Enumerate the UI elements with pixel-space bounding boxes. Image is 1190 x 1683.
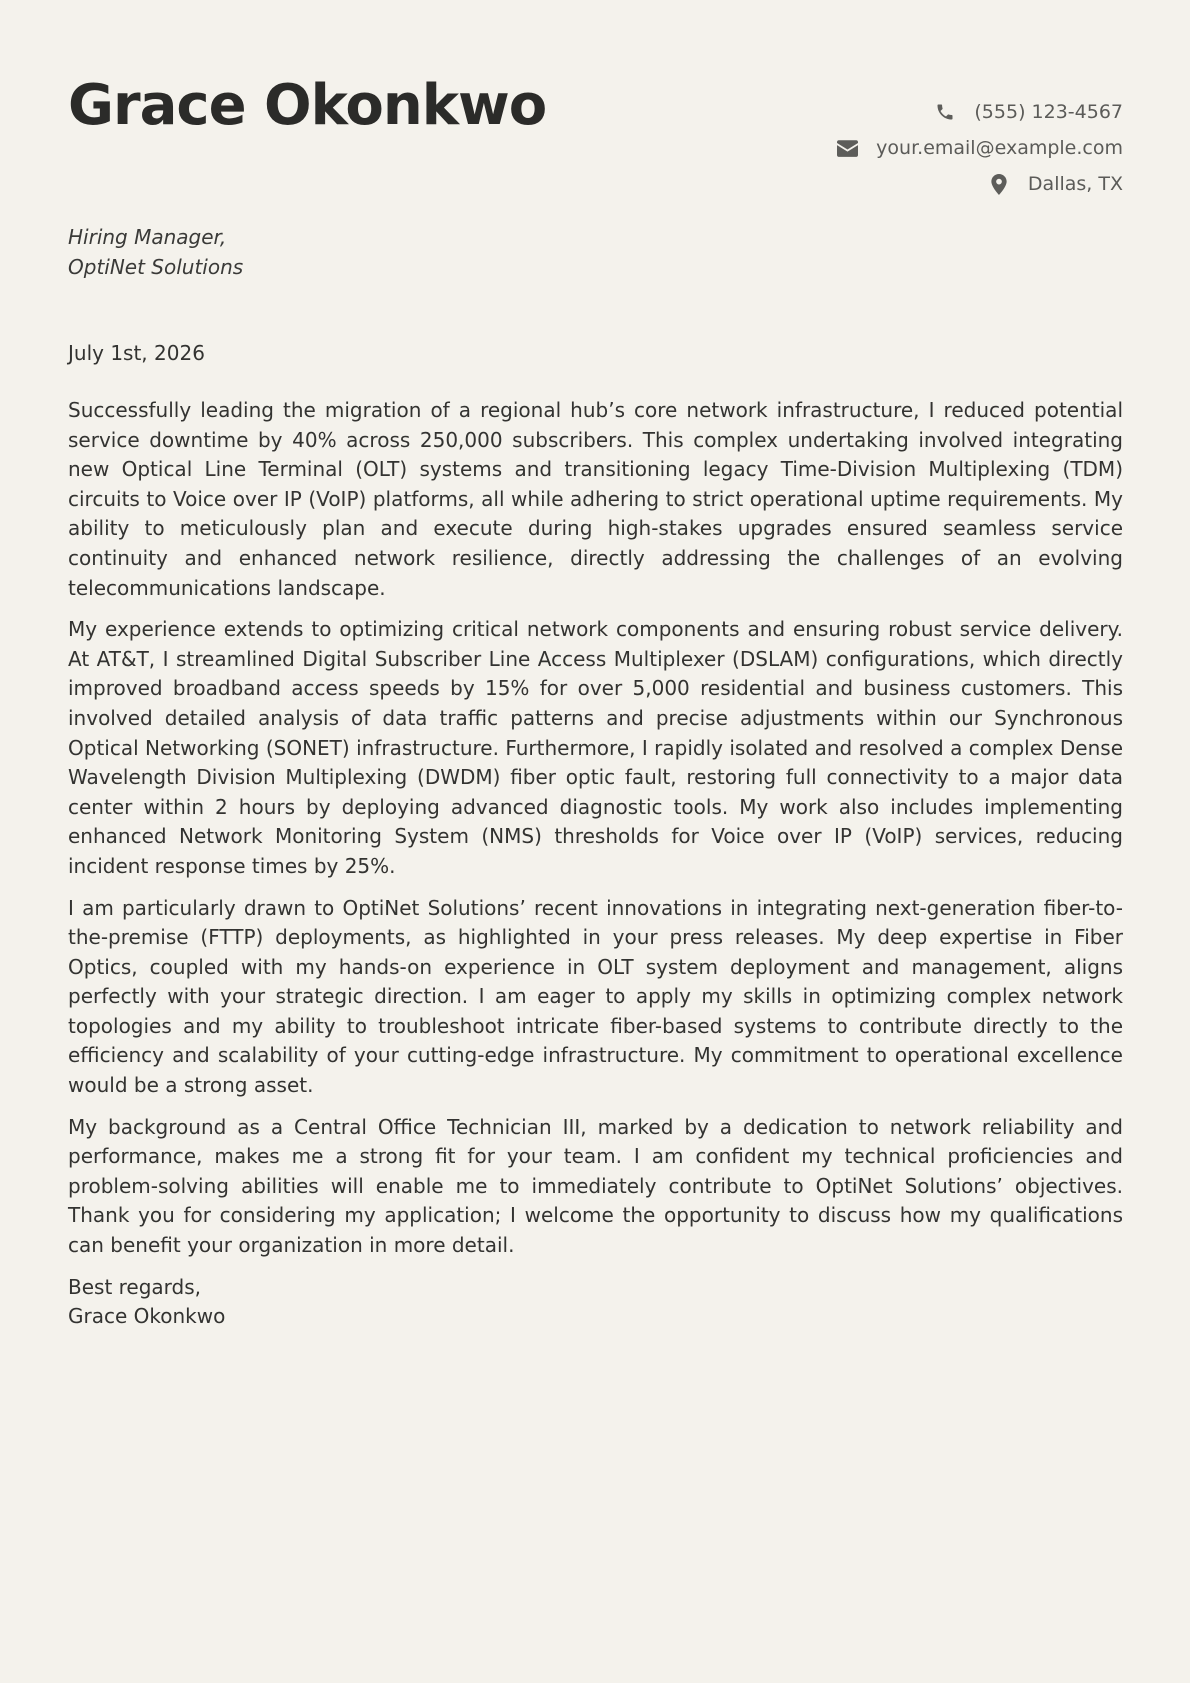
closing-signature: Grace Okonkwo — [68, 1304, 226, 1329]
cover-letter-page — [68, 70, 1123, 1332]
map-pin-icon — [988, 173, 1010, 195]
envelope-icon — [836, 137, 858, 159]
recipient-company: OptiNet Solutions — [68, 255, 244, 279]
closing-salutation: Best regards, — [68, 1274, 202, 1299]
contact-phone — [836, 94, 1123, 130]
phone-icon — [934, 101, 956, 123]
body-paragraph: My experience extends to optimizing critical network components and ensuring robust service delivery. At AT&T, I streamlined Digital Subscriber Line Access Multiplexer (DSLAM) configurations, which directly improved broadband access speeds by 15% for over 5,000 residential and business customers. This involved detailed analysis of data traffic patterns and precise adjustments within our Synchronous Optical Networking (SONET) infrastructure. Furthermore, I rapidly isolated and resolved a complex Dense Wavelength Division Multiplexing (DWDM) fiber optic fault, restoring full connectivity to a major data center within 2 hours by deploying advanced diagnostic tools. My work also includes implementing enhanced Network Monitoring System (NMS) thresholds for Voice over IP (VoIP) services, reducing incident response times by 25%. — [68, 617, 1123, 878]
email-text: your.email@example.com — [876, 137, 1123, 159]
letter-body — [68, 396, 1123, 1261]
applicant-name: Grace Okonkwo — [68, 73, 547, 138]
recipient-title: Hiring Manager, — [68, 225, 227, 249]
phone-text: (555) 123-4567 — [974, 101, 1123, 123]
letter-header — [68, 70, 1123, 210]
body-paragraph: Successfully leading the migration of a regional hub’s core network infrastructure, I reduced potential service downtime by 40% across 250,000 subscribers. This complex undertaking involved integrating new Optical Line Terminal (OLT) systems and transitioning legacy Time-Division Multiplexing (TDM) circuits to Voice over IP (VoIP) platforms, all while adhering to strict operational uptime requirements. My ability to meticulously plan and execute during high-stakes upgrades ensured seamless service continuity and enhanced network resilience, directly addressing the challenges of an evolving telecommunications landscape. — [68, 398, 1123, 600]
recipient-block — [68, 222, 1123, 282]
location-text: Dallas, TX — [1027, 173, 1123, 195]
body-paragraph: My background as a Central Office Technician III, marked by a dedication to network reliability and performance, makes me a strong fit for your team. I am confident my technical proficiencies and problem-solving abilities will enable me to immediately contribute to OptiNet Solutions’ objectives. Thank you for considering my application; I welcome the opportunity to discuss how my qualifications can benefit your organization in more detail. — [68, 1114, 1123, 1258]
letter-date: July 1st, 2026 — [68, 341, 205, 365]
contact-info — [836, 94, 1123, 202]
letter-closing — [68, 1273, 1123, 1332]
contact-email — [836, 130, 1123, 166]
contact-location — [836, 166, 1123, 202]
body-paragraph: I am particularly drawn to OptiNet Solutions’ recent innovations in integrating next-generation fiber-to-the-premise (FTTP) deployments, as highlighted in your press releases. My deep expertise in Fiber Optics, coupled with my hands-on experience in OLT system deployment and management, aligns perfectly with your strategic direction. I am eager to apply my skills in optimizing complex network topologies and my ability to troubleshoot intricate fiber-based systems to contribute directly to the efficiency and scalability of your cutting-edge infrastructure. My commitment to operational excellence would be a strong asset. — [68, 895, 1123, 1098]
